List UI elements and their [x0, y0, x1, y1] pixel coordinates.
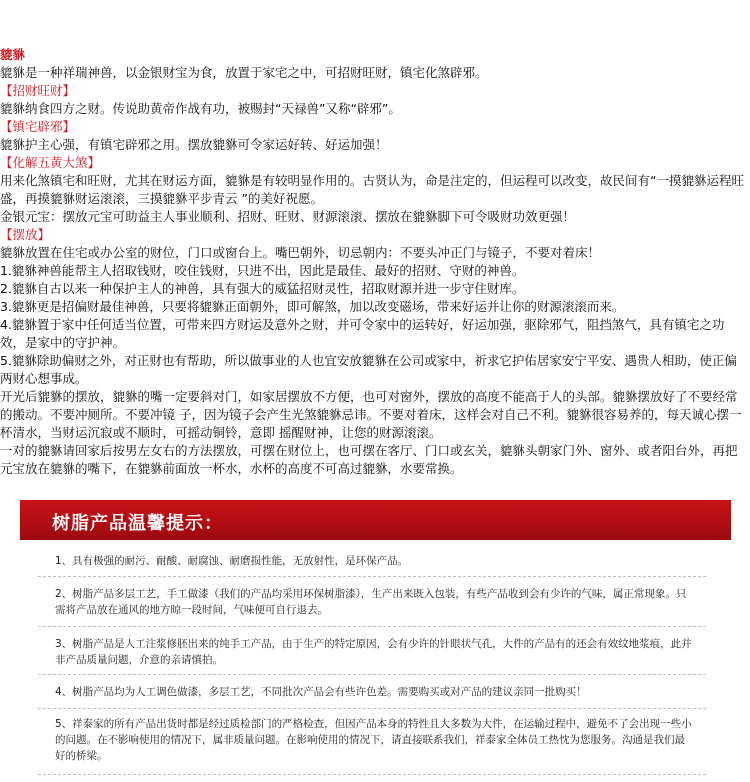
paragraph-baifang: 貔貅放置在住宅或办公室的财位，门口或窗台上。嘴巴朝外，切忌朝内：不要头冲正门与镜子，不要对着床！ [0, 245, 601, 260]
point-item: 5.貔貅除助偏财之外，对正财也有帮助，所以做事业的人也宜安放貔貅在公司或家中，祈求它护佑居家安宁平安、遇贵人相助，使正偏两财心想事成。 [0, 353, 737, 386]
point-item: 1.貔貅神兽能帮主人招取钱财，咬住钱财，只进不出，因此是最佳、最好的招财、守财的神兽。 [0, 263, 525, 278]
paragraph-pair: 一对的貔貅请回家后按男左女右的方法摆放，可摆在财位上，也可摆在客厅、门口或玄关，貔貅头朝家门外、窗外、或者阳台外，再把元宝放在貔貅的嘴下，在貔貅前面放一杯水，水杯的高度不可高过貔貅，水要常换。 [0, 443, 738, 476]
paragraph-kaiguang: 开光后貔貅的摆放，貔貅的嘴一定要斜对门，如家居摆放不方便，也可对窗外，摆放的高度不能高于人的头部。貔貅摆放好了不要经常的搬动。不要冲厕所。不要冲镜 子，因为镜子会产生光煞貔貅忌讳。不要对着床，这样会对自己不利。貔貅很容易养的，每天诚心摆一杯清水，当财运沉寂或不顺时，可摇动铜铃，意即 摇醒财神，让您的财源滚滚。 [0, 389, 742, 440]
note-item: 3、树脂产品是人工注浆修胚出来的纯手工产品，由于生产的特定原因，会有少许的针眼状气孔，大件的产品有的还会有效纹地浆痕，此并非产品质量问题，介意的亲请慎拍。 [55, 638, 692, 666]
note-item: 2、树脂产品多层工艺，手工做漆（我们的产品均采用环保树脂漆），生产出来既入包装，有些产品收到会有少许的气味，属正常现象。只需将产品放在通风的地方晾一段时间，气味便可自行退去。 [55, 588, 687, 616]
paragraph-zhaocai: 貔貅纳食四方之财。传说助黄帝作战有功，被赐封“天禄兽”又称“辟邪”。 [0, 101, 401, 116]
heading-baifang: 【摆放】 [0, 227, 51, 242]
heading-wuhuang: 【化解五黄大煞】 [0, 155, 101, 170]
note-divider [38, 626, 706, 627]
heading-zhaocai: 【招财旺财】 [0, 83, 76, 98]
paragraph-yuanbao: 金银元宝：摆放元宝可助益主人事业顺利、招财、旺财、财源滚滚、摆放在貔貅脚下可令吸财功效更强！ [0, 209, 576, 224]
note-item: 1、具有极强的耐污、耐酸、耐腐蚀、耐磨损性能，无放射性，是环保产品。 [55, 555, 409, 567]
point-item: 3.貔貅更是招偏财最佳神兽，只要将貔貅正面朝外，即可解煞，加以改变磁场，带来好运并让你的财源滚滚而来。 [0, 299, 625, 314]
paragraph-zhenzhai: 貔貅护主心强，有镇宅辟邪之用。摆放貔貅可令家运好转、好运加强！ [0, 137, 388, 152]
intro-paragraph: 貔貅是一种祥瑞神兽，以金银财宝为食，放置于家宅之中，可招财旺财，镇宅化煞辟邪。 [0, 65, 488, 80]
article-title: 貔貅 [0, 47, 26, 62]
point-item: 4.貔貅置于家中任何适当位置，可带来四方财运及意外之财，并可令家中的运转好，好运加强，驱除邪气，阻挡煞气，具有镇宅之功效，是家中的守护神。 [0, 317, 725, 350]
point-item: 2.貔貅自古以来一种保护主人的神兽，具有强大的威猛招财灵性，招取财源并进一步守住财库。 [0, 281, 525, 296]
note-item: 5、祥泰家的所有产品出货时都是经过质检部门的严格检查，但因产品本身的特性且大多数为大件，在运输过程中，避免不了会出现一些小的问题。在不影响使用的情况下，属非质量问题。在影响使用的情况下，请直接联系我们，祥泰家全体员工热忱为您服务。沟通是我们最好的桥梁。 [55, 718, 692, 762]
note-item: 4、树脂产品均为人工调色做漆，多层工艺，不同批次产品会有些许色差。需要购买或对产品的建议亲同一批购买！ [55, 686, 587, 698]
paragraph-wuhuang: 用来化煞镇宅和旺财，尤其在财运方面，貔貅是有较明显作用的。古贤认为，命是注定的，但运程可以改变，故民间有“一摸貔貅运程旺盛，再摸貔貅财运滚滚，三摸貔貅平步青云 ”的美好祝愿。 [0, 173, 744, 206]
note-divider [38, 774, 706, 775]
tips-banner [20, 500, 731, 540]
heading-zhenzhai: 【镇宅辟邪】 [0, 119, 76, 134]
note-divider [38, 674, 706, 675]
article-body [0, 46, 748, 478]
note-divider [38, 576, 706, 577]
note-divider [38, 708, 706, 709]
tips-banner-title: 树脂产品温馨提示： [52, 513, 223, 534]
